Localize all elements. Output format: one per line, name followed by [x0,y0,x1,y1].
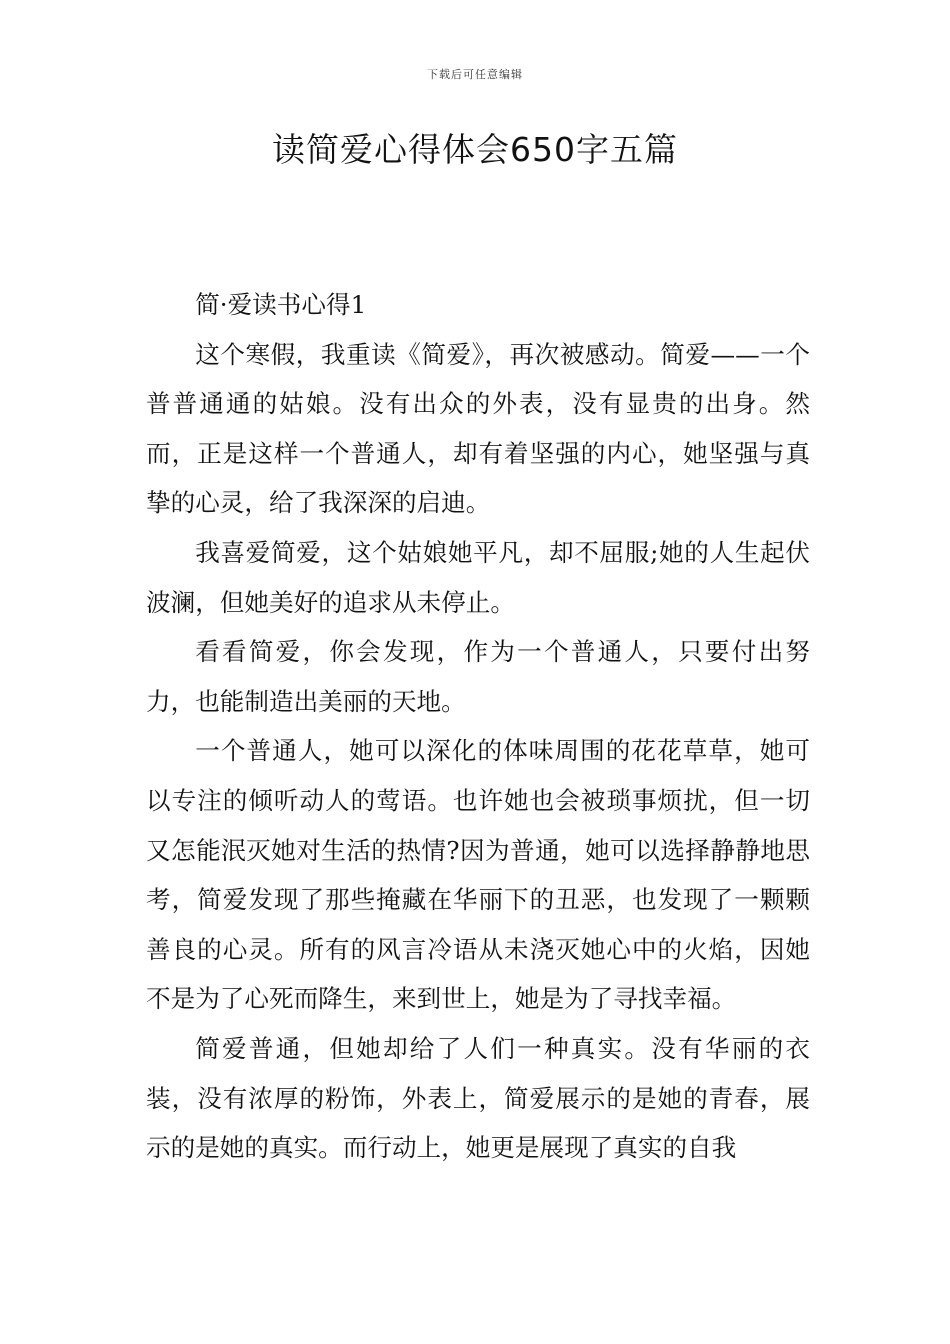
document-title: 读简爱心得体会650字五篇 [272,130,678,169]
section-title: 简·爱读书心得1 [195,290,367,319]
paragraph: 简爱普通，但她却给了人们一种真实。没有华丽的衣装，没有浓厚的粉饰，外表上，简爱展示的是她的青春，展示的是她的真实。而行动上，她更是展现了真实的自我 [146,1033,810,1163]
header-note: 下载后可任意编辑 [427,68,523,81]
paragraph: 看看简爱，你会发现，作为一个普通人，只要付出努力，也能制造出美丽的天地。 [146,637,810,716]
paragraph: 这个寒假，我重读《简爱》，再次被感动。简爱——一个普普通通的姑娘。没有出众的外表，没有显贵的出身。然而，正是这样一个普通人，却有着坚强的内心，她坚强与真挚的心灵，给了我深深的启迪。 [146,339,810,518]
document-body [146,280,810,1173]
paragraph: 一个普通人，她可以深化的体味周围的花花草草，她可以专注的倾听动人的莺语。也许她也会被琐事烦扰，但一切又怎能泯灭她对生活的热情?因为普通，她可以选择静静地思考，简爱发现了那些掩藏在华丽下的丑恶，也发现了一颗颗善良的心灵。所有的风言冷语从未浇灭她心中的火焰，因她不是为了心死而降生，来到世上，她是为了寻找幸福。 [146,736,810,1014]
paragraph: 我喜爱简爱，这个姑娘她平凡，却不屈服;她的人生起伏波澜，但她美好的追求从未停止。 [146,537,810,617]
